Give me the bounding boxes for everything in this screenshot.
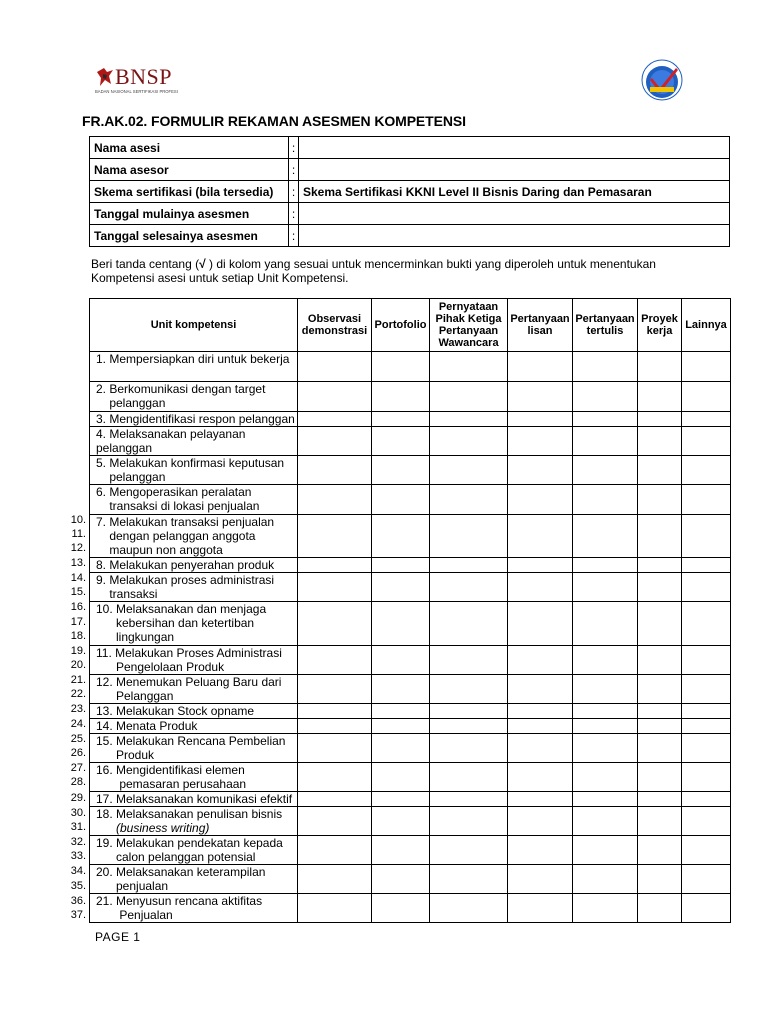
evidence-checkbox-cell[interactable] [430, 515, 508, 558]
info-colon: : [289, 225, 299, 247]
evidence-checkbox-cell[interactable] [508, 573, 573, 602]
evidence-checkbox-cell[interactable] [508, 894, 573, 923]
table-row [90, 836, 731, 865]
evidence-checkbox-cell[interactable] [298, 646, 372, 675]
evidence-checkbox-cell[interactable] [430, 646, 508, 675]
evidence-checkbox-cell[interactable] [298, 602, 372, 646]
evidence-checkbox-cell[interactable] [372, 646, 430, 675]
unit-name: 6. Mengoperasikan peralatan transaksi di lokasi penjualan [90, 485, 298, 515]
line-number: 31. [70, 821, 86, 833]
evidence-checkbox-cell[interactable] [372, 573, 430, 602]
evidence-checkbox-cell[interactable] [372, 515, 430, 558]
header-proyek: Proyek kerja [638, 299, 682, 352]
evidence-checkbox-cell[interactable] [573, 427, 638, 456]
unit-name: 16. Mengidentifikasi elemen pemasaran perusahaan [90, 763, 298, 792]
evidence-checkbox-cell[interactable] [682, 456, 731, 485]
table-row [90, 807, 731, 836]
evidence-checkbox-cell[interactable] [298, 719, 372, 734]
unit-name: 7. Melakukan transaksi penjualan dengan pelanggan anggota maupun non anggota [90, 515, 298, 558]
evidence-checkbox-cell[interactable] [372, 675, 430, 704]
evidence-checkbox-cell[interactable] [508, 602, 573, 646]
instruction-text [91, 257, 691, 285]
evidence-checkbox-cell[interactable] [573, 573, 638, 602]
table-row [90, 734, 731, 763]
evidence-checkbox-cell[interactable] [638, 865, 682, 894]
evidence-checkbox-cell[interactable] [573, 558, 638, 573]
evidence-checkbox-cell[interactable] [430, 675, 508, 704]
evidence-checkbox-cell[interactable] [430, 865, 508, 894]
line-number: 22. [70, 688, 86, 700]
evidence-checkbox-cell[interactable] [508, 456, 573, 485]
evidence-checkbox-cell[interactable] [430, 485, 508, 515]
evidence-checkbox-cell[interactable] [298, 836, 372, 865]
evidence-checkbox-cell[interactable] [372, 807, 430, 836]
table-row [90, 719, 731, 734]
evidence-checkbox-cell[interactable] [638, 515, 682, 558]
line-number: 19. [70, 645, 86, 657]
evidence-checkbox-cell[interactable] [430, 602, 508, 646]
instruction-part: Kompetensi asesi untuk setiap Unit Kompetensi. [91, 271, 349, 285]
evidence-checkbox-cell[interactable] [372, 894, 430, 923]
evidence-checkbox-cell[interactable] [682, 763, 731, 792]
evidence-checkbox-cell[interactable] [573, 792, 638, 807]
info-label: Nama asesor [90, 159, 289, 181]
evidence-checkbox-cell[interactable] [298, 456, 372, 485]
evidence-checkbox-cell[interactable] [372, 602, 430, 646]
line-number: 27. [70, 762, 86, 774]
header-pernyataan: Pernyataan Pihak Ketiga Pertanyaan Wawancara [430, 299, 508, 352]
unit-name: 9. Melakukan proses administrasi transaksi [90, 573, 298, 602]
info-label: Skema sertifikasi (bila tersedia) [90, 181, 289, 203]
evidence-checkbox-cell[interactable] [298, 675, 372, 704]
evidence-checkbox-cell[interactable] [638, 412, 682, 427]
line-number: 20. [70, 659, 86, 671]
evidence-checkbox-cell[interactable] [682, 427, 731, 456]
line-number: 30. [70, 807, 86, 819]
evidence-checkbox-cell[interactable] [508, 734, 573, 763]
evidence-checkbox-cell[interactable] [508, 719, 573, 734]
line-number: 24. [70, 718, 86, 730]
evidence-checkbox-cell[interactable] [508, 558, 573, 573]
evidence-checkbox-cell[interactable] [298, 515, 372, 558]
line-number: 37. [70, 909, 86, 921]
start-date-field[interactable] [299, 203, 730, 225]
line-number: 34. [70, 865, 86, 877]
evidence-checkbox-cell[interactable] [508, 763, 573, 792]
table-row [90, 675, 731, 704]
evidence-checkbox-cell[interactable] [430, 558, 508, 573]
unit-name: 11. Melakukan Proses Administrasi Pengelolaan Produk [90, 646, 298, 675]
table-row [90, 646, 731, 675]
unit-name: 19. Melakukan pendekatan kepada calon pelanggan potensial [90, 836, 298, 865]
evidence-checkbox-cell[interactable] [430, 734, 508, 763]
table-row [90, 412, 731, 427]
table-row [90, 558, 731, 573]
evidence-checkbox-cell[interactable] [682, 807, 731, 836]
evidence-checkbox-cell[interactable] [508, 515, 573, 558]
evidence-checkbox-cell[interactable] [682, 734, 731, 763]
evidence-checkbox-cell[interactable] [638, 792, 682, 807]
competency-units-table [89, 298, 731, 923]
evidence-checkbox-cell[interactable] [573, 734, 638, 763]
table-row [90, 602, 731, 646]
evidence-checkbox-cell[interactable] [573, 836, 638, 865]
evidence-checkbox-cell[interactable] [682, 836, 731, 865]
evidence-checkbox-cell[interactable] [573, 485, 638, 515]
line-number: 29. [70, 792, 86, 804]
evidence-checkbox-cell[interactable] [298, 352, 372, 382]
unit-name: 18. Melaksanakan penulisan bisnis (business writing) [90, 807, 298, 836]
evidence-checkbox-cell[interactable] [573, 719, 638, 734]
header-observasi: Observasi demonstrasi [298, 299, 372, 352]
evidence-checkbox-cell[interactable] [573, 763, 638, 792]
evidence-checkbox-cell[interactable] [430, 763, 508, 792]
table-row [90, 573, 731, 602]
evidence-checkbox-cell[interactable] [682, 382, 731, 412]
evidence-checkbox-cell[interactable] [573, 675, 638, 704]
evidence-checkbox-cell[interactable] [638, 427, 682, 456]
evidence-checkbox-cell[interactable] [638, 807, 682, 836]
bnsp-logo [95, 62, 185, 98]
evidence-checkbox-cell[interactable] [573, 894, 638, 923]
info-colon: : [289, 181, 299, 203]
evidence-checkbox-cell[interactable] [638, 602, 682, 646]
evidence-checkbox-cell[interactable] [682, 704, 731, 719]
evidence-checkbox-cell[interactable] [682, 558, 731, 573]
evidence-checkbox-cell[interactable] [430, 719, 508, 734]
line-number: 21. [70, 674, 86, 686]
table-row [90, 704, 731, 719]
evidence-checkbox-cell[interactable] [372, 456, 430, 485]
evidence-checkbox-cell[interactable] [682, 865, 731, 894]
evidence-checkbox-cell[interactable] [298, 382, 372, 412]
evidence-checkbox-cell[interactable] [638, 558, 682, 573]
evidence-checkbox-cell[interactable] [372, 704, 430, 719]
line-number: 18. [70, 630, 86, 642]
unit-name: 1. Mempersiapkan diri untuk bekerja [90, 352, 298, 382]
header-tertulis: Pertanyaan tertulis [573, 299, 638, 352]
unit-name: 12. Menemukan Peluang Baru dari Pelanggan [90, 675, 298, 704]
evidence-checkbox-cell[interactable] [372, 558, 430, 573]
assessee-name-field[interactable] [299, 137, 730, 159]
evidence-checkbox-cell[interactable] [298, 894, 372, 923]
evidence-checkbox-cell[interactable] [430, 456, 508, 485]
evidence-checkbox-cell[interactable] [638, 573, 682, 602]
evidence-checkbox-cell[interactable] [430, 894, 508, 923]
scheme-field[interactable]: Skema Sertifikasi KKNI Level II Bisnis Daring dan Pemasaran [299, 181, 730, 203]
evidence-checkbox-cell[interactable] [430, 427, 508, 456]
unit-name: 5. Melakukan konfirmasi keputusan pelanggan [90, 456, 298, 485]
evidence-checkbox-cell[interactable] [682, 573, 731, 602]
evidence-checkbox-cell[interactable] [508, 352, 573, 382]
evidence-checkbox-cell[interactable] [298, 792, 372, 807]
evidence-checkbox-cell[interactable] [508, 865, 573, 894]
table-row [90, 792, 731, 807]
evidence-checkbox-cell[interactable] [638, 836, 682, 865]
evidence-checkbox-cell[interactable] [430, 807, 508, 836]
evidence-checkbox-cell[interactable] [573, 646, 638, 675]
evidence-checkbox-cell[interactable] [508, 792, 573, 807]
line-number: 16. [70, 601, 86, 613]
evidence-checkbox-cell[interactable] [372, 427, 430, 456]
table-row [90, 382, 731, 412]
evidence-checkbox-cell[interactable] [682, 412, 731, 427]
info-colon: : [289, 137, 299, 159]
info-label: Tanggal selesainya asesmen [90, 225, 289, 247]
evidence-checkbox-cell[interactable] [638, 675, 682, 704]
line-number: 10. [70, 514, 86, 526]
line-number: 11. [71, 528, 86, 540]
evidence-checkbox-cell[interactable] [638, 352, 682, 382]
form-title: FR.AK.02. FORMULIR REKAMAN ASESMEN KOMPETENSI [82, 113, 466, 129]
table-row [90, 485, 731, 515]
info-colon: : [289, 159, 299, 181]
evidence-checkbox-cell[interactable] [372, 352, 430, 382]
info-row [90, 137, 730, 159]
evidence-checkbox-cell[interactable] [638, 485, 682, 515]
evidence-checkbox-cell[interactable] [682, 602, 731, 646]
line-number: 14. [70, 572, 86, 584]
evidence-checkbox-cell[interactable] [298, 427, 372, 456]
lsp-logo [636, 56, 688, 102]
header-portofolio: Portofolio [372, 299, 430, 352]
evidence-checkbox-cell[interactable] [372, 865, 430, 894]
unit-name: 4. Melaksanakan pelayanan pelanggan [90, 427, 298, 456]
evidence-checkbox-cell[interactable] [573, 515, 638, 558]
evidence-checkbox-cell[interactable] [638, 704, 682, 719]
line-number: 12. [70, 542, 86, 554]
assessment-info-table [89, 136, 730, 247]
line-number: 17. [70, 616, 86, 628]
info-label: Tanggal mulainya asesmen [90, 203, 289, 225]
table-row [90, 763, 731, 792]
header-unit: Unit kompetensi [90, 299, 298, 352]
evidence-checkbox-cell[interactable] [430, 836, 508, 865]
evidence-checkbox-cell[interactable] [508, 427, 573, 456]
evidence-checkbox-cell[interactable] [298, 807, 372, 836]
evidence-checkbox-cell[interactable] [298, 573, 372, 602]
evidence-checkbox-cell[interactable] [573, 807, 638, 836]
line-number: 23. [70, 703, 86, 715]
evidence-checkbox-cell[interactable] [298, 485, 372, 515]
evidence-checkbox-cell[interactable] [430, 792, 508, 807]
evidence-checkbox-cell[interactable] [372, 836, 430, 865]
evidence-checkbox-cell[interactable] [430, 704, 508, 719]
evidence-checkbox-cell[interactable] [682, 515, 731, 558]
evidence-checkbox-cell[interactable] [638, 734, 682, 763]
evidence-checkbox-cell[interactable] [298, 412, 372, 427]
evidence-checkbox-cell[interactable] [682, 719, 731, 734]
line-number: 13. [70, 557, 86, 569]
header-lainnya: Lainnya [682, 299, 731, 352]
evidence-checkbox-cell[interactable] [638, 382, 682, 412]
evidence-checkbox-cell[interactable] [682, 646, 731, 675]
bnsp-logo-text: BNSP [115, 64, 173, 89]
table-row [90, 865, 731, 894]
evidence-checkbox-cell[interactable] [508, 704, 573, 719]
evidence-checkbox-cell[interactable] [430, 382, 508, 412]
evidence-checkbox-cell[interactable] [298, 734, 372, 763]
evidence-checkbox-cell[interactable] [638, 646, 682, 675]
unit-name: 20. Melaksanakan keterampilan penjualan [90, 865, 298, 894]
evidence-checkbox-cell[interactable] [508, 382, 573, 412]
evidence-checkbox-cell[interactable] [573, 456, 638, 485]
unit-name: 17. Melaksanakan komunikasi efektif [90, 792, 298, 807]
page-footer: PAGE 1 [95, 930, 141, 944]
evidence-checkbox-cell[interactable] [573, 602, 638, 646]
instruction-part: ) di kolom yang sesuai untuk mencerminkan bukti yang diperoleh untuk menentukan [205, 257, 656, 271]
evidence-checkbox-cell[interactable] [638, 719, 682, 734]
evidence-checkbox-cell[interactable] [372, 412, 430, 427]
unit-name: 3. Mengidentifikasi respon pelanggan [90, 412, 298, 427]
lsp-seal-icon [636, 56, 688, 102]
evidence-checkbox-cell[interactable] [508, 485, 573, 515]
table-row [90, 352, 731, 382]
evidence-checkbox-cell[interactable] [372, 734, 430, 763]
info-row [90, 203, 730, 225]
line-number: 33. [70, 850, 86, 862]
info-row [90, 225, 730, 247]
evidence-checkbox-cell[interactable] [372, 382, 430, 412]
assessor-name-field[interactable] [299, 159, 730, 181]
evidence-checkbox-cell[interactable] [372, 763, 430, 792]
line-numbers [60, 0, 86, 1024]
evidence-checkbox-cell[interactable] [508, 836, 573, 865]
evidence-checkbox-cell[interactable] [372, 792, 430, 807]
unit-name: 2. Berkomunikasi dengan target pelanggan [90, 382, 298, 412]
line-number: 25. [70, 733, 86, 745]
unit-name: 14. Menata Produk [90, 719, 298, 734]
bnsp-logo-subtext: BADAN NASIONAL SERTIFIKASI PROFESI [95, 89, 178, 94]
evidence-checkbox-cell[interactable] [682, 352, 731, 382]
table-row [90, 456, 731, 485]
garuda-icon [95, 66, 115, 88]
line-number: 36. [70, 895, 86, 907]
unit-name: 15. Melakukan Rencana Pembelian Produk [90, 734, 298, 763]
evidence-checkbox-cell[interactable] [638, 763, 682, 792]
header-lisan: Pertanyaan lisan [508, 299, 573, 352]
end-date-field[interactable] [299, 225, 730, 247]
line-number: 32. [70, 836, 86, 848]
evidence-checkbox-cell[interactable] [298, 865, 372, 894]
unit-name: 10. Melaksanakan dan menjaga kebersihan dan ketertiban lingkungan [90, 602, 298, 646]
line-number: 15. [70, 586, 86, 598]
table-row [90, 894, 731, 923]
evidence-checkbox-cell[interactable] [430, 352, 508, 382]
line-number: 26. [70, 747, 86, 759]
unit-name: 21. Menyusun rencana aktifitas Penjualan [90, 894, 298, 923]
evidence-checkbox-cell[interactable] [573, 704, 638, 719]
evidence-checkbox-cell[interactable] [430, 412, 508, 427]
evidence-checkbox-cell[interactable] [508, 675, 573, 704]
evidence-checkbox-cell[interactable] [372, 719, 430, 734]
evidence-checkbox-cell[interactable] [298, 763, 372, 792]
table-row [90, 427, 731, 456]
info-row [90, 181, 730, 203]
evidence-checkbox-cell[interactable] [430, 573, 508, 602]
evidence-checkbox-cell[interactable] [508, 807, 573, 836]
evidence-checkbox-cell[interactable] [638, 894, 682, 923]
info-label: Nama asesi [90, 137, 289, 159]
line-number: 35. [70, 880, 86, 892]
evidence-checkbox-cell[interactable] [573, 382, 638, 412]
evidence-checkbox-cell[interactable] [298, 704, 372, 719]
evidence-checkbox-cell[interactable] [682, 792, 731, 807]
evidence-checkbox-cell[interactable] [298, 558, 372, 573]
evidence-checkbox-cell[interactable] [682, 485, 731, 515]
table-header-row [90, 299, 731, 352]
evidence-checkbox-cell[interactable] [573, 865, 638, 894]
evidence-checkbox-cell[interactable] [638, 456, 682, 485]
info-colon: : [289, 203, 299, 225]
evidence-checkbox-cell[interactable] [508, 412, 573, 427]
evidence-checkbox-cell[interactable] [508, 646, 573, 675]
evidence-checkbox-cell[interactable] [573, 412, 638, 427]
unit-name: 8. Melakukan penyerahan produk [90, 558, 298, 573]
instruction-part: Beri tanda centang ( [91, 257, 200, 271]
unit-name: 13. Melakukan Stock opname [90, 704, 298, 719]
evidence-checkbox-cell[interactable] [372, 485, 430, 515]
evidence-checkbox-cell[interactable] [573, 352, 638, 382]
italic-term: (business writing) [116, 821, 210, 835]
table-row [90, 515, 731, 558]
info-row [90, 159, 730, 181]
evidence-checkbox-cell[interactable] [682, 675, 731, 704]
line-number: 28. [70, 776, 86, 788]
check-symbol: √ [199, 257, 206, 271]
evidence-checkbox-cell[interactable] [682, 894, 731, 923]
